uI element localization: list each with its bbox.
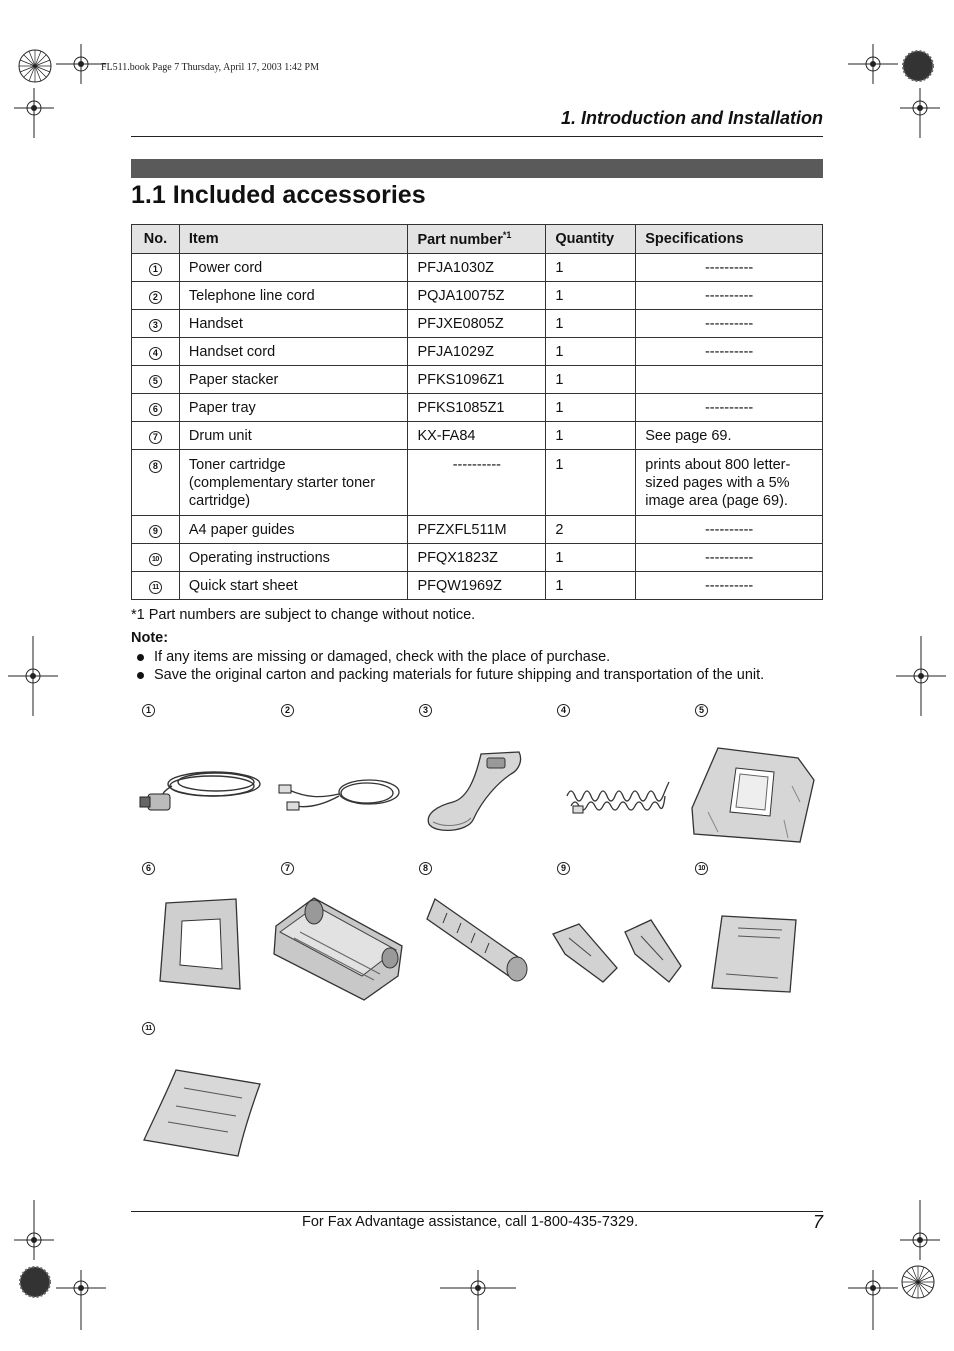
crop-crosshair-icon [56,44,106,84]
table-row [132,366,823,394]
item-number-badge: 3 [149,319,162,332]
illustration-label: 9 [557,862,570,875]
chapter-title: 1. Introduction and Installation [560,108,823,128]
part-number: PFJXE0805Z [408,310,546,338]
part-number: PQJA10075Z [408,282,546,310]
part-number: PFKS1096Z1 [408,366,546,394]
table-row [132,544,823,572]
item-name: A4 paper guides [179,516,408,544]
item-name: Telephone line cord [179,282,408,310]
illustration-label: 1 [142,704,155,717]
part-number: PFJA1029Z [408,338,546,366]
header-no: No. [132,225,180,254]
accessories-table [131,224,823,600]
crop-crosshair-icon [8,636,58,716]
item-number-badge: 7 [149,431,162,444]
crop-crosshair-icon [848,44,898,84]
illustration-label: 7 [281,862,294,875]
item-name: Handset cord [179,338,408,366]
specification: See page 69. [636,422,823,450]
drum-unit-illustration [270,892,408,1002]
item-name: Power cord [179,254,408,282]
item-name: Drum unit [179,422,408,450]
note-list [137,649,764,685]
quantity: 1 [546,572,636,600]
note-item: Save the original carton and packing materials for future shipping and transportation of the unit. [137,667,764,685]
item-number-badge: 4 [149,347,162,360]
item-number-badge: 10 [149,553,162,566]
handset-cord-illustration [557,760,675,826]
quantity: 1 [546,544,636,572]
item-number-badge: 6 [149,403,162,416]
handset-illustration [423,748,523,836]
illustration-label: 6 [142,862,155,875]
item-name: Toner cartridge (complementary starter toner cartridge) [179,450,408,516]
toner-cartridge-illustration [421,893,531,985]
specification: ---------- [636,572,823,600]
item-number-badge: 5 [149,375,162,388]
quick-start-sheet-illustration [140,1066,262,1158]
crop-crosshair-icon [900,88,940,138]
table-row [132,394,823,422]
quantity: 1 [546,366,636,394]
crop-crosshair-icon [896,636,946,716]
item-name: Quick start sheet [179,572,408,600]
operating-instructions-illustration [708,912,800,994]
crop-crosshair-icon [440,1270,516,1330]
print-slug: FL511.book Page 7 Thursday, April 17, 2003 1:42 PM [101,62,319,73]
a4-paper-guides-illustration [547,914,685,986]
footer-rule [131,1211,823,1212]
specification: ---------- [636,282,823,310]
specification: ---------- [636,254,823,282]
table-row [132,572,823,600]
part-number: ---------- [408,450,546,516]
part-number: PFQW1969Z [408,572,546,600]
header-item: Item [179,225,408,254]
part-number: PFZXFL511M [408,516,546,544]
specification: ---------- [636,516,823,544]
table-row [132,282,823,310]
crop-crosshair-icon [900,1200,940,1260]
illustration-label: 10 [695,862,708,875]
specification: ---------- [636,394,823,422]
item-number-badge: 11 [149,581,162,594]
page-number: 7 [812,1212,823,1232]
telephone-line-cord-illustration [273,768,403,818]
registration-solid-icon [17,1264,53,1300]
item-number-badge: 2 [149,291,162,304]
specification [636,366,823,394]
part-number: PFQX1823Z [408,544,546,572]
item-name: Operating instructions [179,544,408,572]
section-bar [131,159,823,178]
footnote: *1 Part numbers are subject to change without notice. [131,607,476,623]
illustration-label: 11 [142,1022,155,1035]
part-number: PFJA1030Z [408,254,546,282]
quantity: 1 [546,254,636,282]
part-number: KX-FA84 [408,422,546,450]
power-cord-illustration [136,760,264,820]
table-row [132,338,823,366]
table-row [132,450,823,516]
quantity: 1 [546,394,636,422]
note-title: Note: [131,630,169,646]
quantity: 1 [546,310,636,338]
illustration-label: 3 [419,704,432,717]
quantity: 2 [546,516,636,544]
illustration-label: 5 [695,704,708,717]
item-name: Paper tray [179,394,408,422]
header-rule [131,136,823,137]
item-number-badge: 9 [149,525,162,538]
quantity: 1 [546,282,636,310]
header-part-number: Part number$^{*1}$ [408,225,546,254]
registration-solid-icon [900,48,936,84]
crop-crosshair-icon [14,88,54,138]
table-row [132,310,823,338]
registration-wheel-icon [900,1264,936,1300]
footer-assistance: For Fax Advantage assistance, call 1-800-435-7329. [302,1214,639,1230]
header-quantity: Quantity [546,225,636,254]
section-title: 1.1 Included accessories [131,181,426,209]
item-number-badge: 1 [149,263,162,276]
quantity: 1 [546,338,636,366]
specification: ---------- [636,338,823,366]
quantity: 1 [546,450,636,516]
header-specifications: Specifications [636,225,823,254]
quantity: 1 [546,422,636,450]
paper-stacker-illustration [688,742,816,846]
table-header-row [132,225,823,254]
table-row [132,254,823,282]
footnote-ref: *1 [502,230,512,241]
paper-tray-illustration [156,895,244,991]
illustration-label: 2 [281,704,294,717]
note-item: If any items are missing or damaged, check with the place of purchase. [137,649,764,667]
item-name: Handset [179,310,408,338]
specification: ---------- [636,544,823,572]
part-number: PFKS1085Z1 [408,394,546,422]
illustration-label: 8 [419,862,432,875]
specification: prints about 800 letter- sized pages with a 5% image area (page 69). [636,450,823,516]
crop-crosshair-icon [14,1200,54,1260]
crop-crosshair-icon [848,1270,898,1330]
item-number-badge: 8 [149,460,162,473]
table-row [132,516,823,544]
specification: ---------- [636,310,823,338]
table-row [132,422,823,450]
item-name: Paper stacker [179,366,408,394]
registration-wheel-icon [17,48,53,84]
illustration-label: 4 [557,704,570,717]
crop-crosshair-icon [56,1270,106,1330]
